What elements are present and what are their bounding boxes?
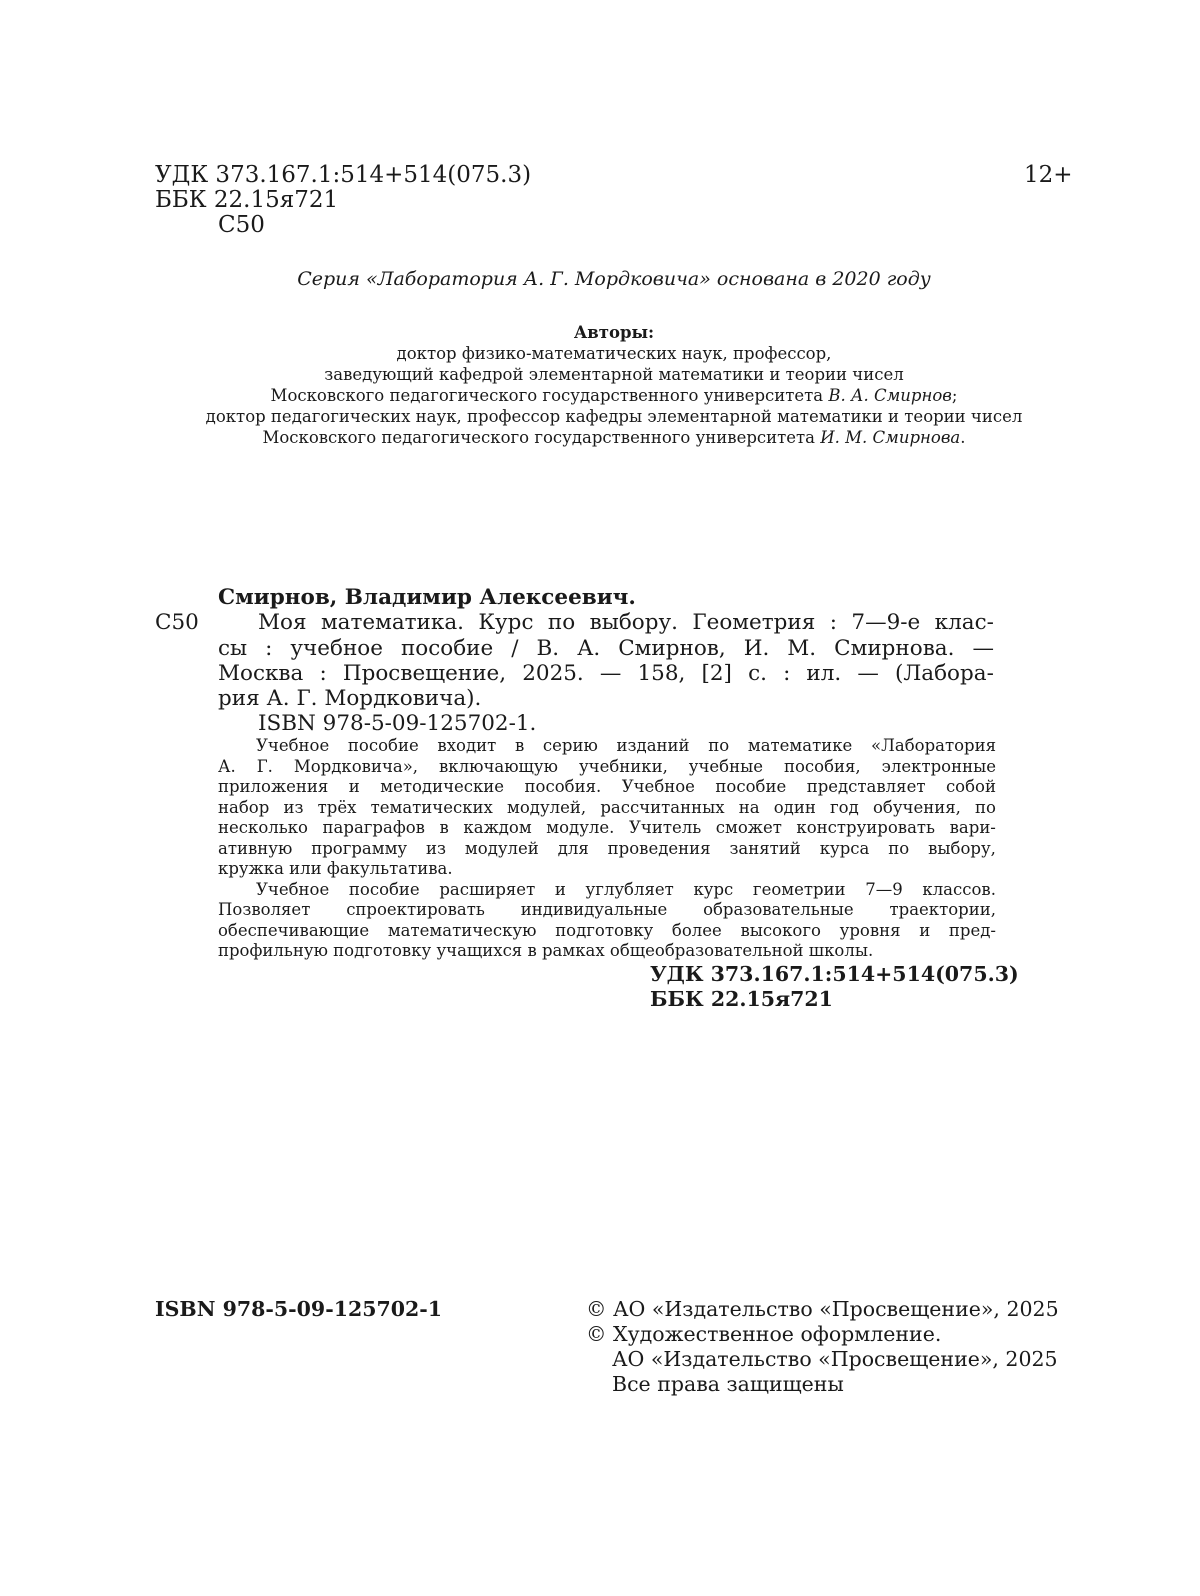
- author-name: В. А. Смирнов: [828, 386, 952, 405]
- word: Позволяет: [218, 900, 311, 919]
- annotation-line: [218, 818, 996, 839]
- word: более: [671, 920, 722, 940]
- bib-isbn: ISBN 978-5-09-125702-1.: [258, 711, 537, 736]
- word: Москва: [218, 661, 304, 686]
- word: пособие: [715, 777, 787, 796]
- authors-block: [0, 322, 1200, 448]
- word: выбору.: [589, 610, 678, 635]
- annotation-line: [218, 777, 996, 798]
- authors-line: Московского педагогического государственного университета И. М. Смирнова.: [262, 428, 966, 447]
- word: год: [830, 797, 859, 817]
- word: пособие: [347, 736, 419, 755]
- bib-line: [218, 661, 994, 687]
- word: 7—9: [865, 879, 903, 899]
- annotation-udk: УДК 373.167.1:514+514(075.3): [650, 962, 1019, 986]
- word: учебники,: [578, 756, 668, 776]
- word: входит: [437, 736, 497, 755]
- word: методические: [380, 777, 505, 796]
- word: —: [857, 661, 879, 686]
- word: траектории,: [889, 900, 996, 919]
- word: рассчитанных: [600, 797, 725, 817]
- authors-line: доктор педагогических наук, профессор кафедры элементарной математики и теории чисел: [205, 407, 1023, 426]
- bib-author-heading: Смирнов, Владимир Алексеевич.: [218, 585, 636, 610]
- word: Просвещение,: [342, 661, 507, 686]
- udk-code: УДК 373.167.1:514+514(075.3): [155, 162, 532, 188]
- authors-line: Московского педагогического государственного университета В. А. Смирнов;: [270, 386, 958, 405]
- word: подготовку: [555, 920, 654, 940]
- annotation-line: [218, 839, 996, 860]
- word: проведения: [607, 838, 711, 858]
- word: по: [547, 610, 576, 635]
- word: 7—9-е: [851, 610, 921, 635]
- word: для: [557, 838, 589, 858]
- footer-copyright: © АО «Издательство «Просвещение», 2025: [586, 1297, 1059, 1321]
- word: учебное: [290, 636, 383, 661]
- word: Г.: [256, 756, 273, 776]
- word: индивидуальные: [520, 900, 668, 919]
- word: пред-: [948, 920, 996, 940]
- word: И.: [743, 636, 770, 661]
- word: :: [265, 636, 273, 661]
- word: пособие: [348, 879, 420, 899]
- word: классов.: [922, 879, 996, 899]
- word: из: [426, 838, 447, 858]
- word: М.: [787, 636, 817, 661]
- word: А.: [218, 756, 236, 776]
- footer-isbn: ISBN 978-5-09-125702-1: [155, 1297, 443, 1321]
- authors-line: заведующий кафедрой элементарной математики и теории чисел: [324, 365, 904, 384]
- word: Учебное: [256, 879, 330, 899]
- word: /: [511, 636, 519, 661]
- word: Учебное: [256, 736, 330, 755]
- word: изданий: [616, 736, 690, 755]
- word: набор: [218, 797, 270, 817]
- word: приложения: [218, 777, 329, 796]
- word: параграфов: [322, 818, 425, 837]
- word: высокого: [740, 920, 821, 940]
- footer-rights: Все права защищены: [612, 1372, 844, 1396]
- word: обучения,: [872, 797, 961, 817]
- word: уровня: [839, 920, 901, 940]
- word: :: [829, 610, 837, 635]
- word: геометрии: [752, 879, 846, 899]
- word: каждом: [463, 818, 532, 837]
- word: —: [599, 661, 622, 686]
- word: пособие: [400, 636, 494, 661]
- word: математике: [747, 736, 853, 755]
- bib-line: рия А. Г. Мордковича).: [218, 686, 482, 711]
- word: серию: [542, 736, 598, 755]
- annotation-line: [218, 757, 996, 778]
- word: курс: [693, 879, 734, 899]
- word: и: [554, 879, 566, 899]
- word: программу: [311, 838, 408, 858]
- age-rating: 12+: [1024, 162, 1073, 188]
- word: несколько: [218, 818, 308, 837]
- annotation-paragraph: [218, 736, 996, 859]
- word: и: [919, 920, 931, 940]
- word: В.: [536, 636, 560, 661]
- annotation-bbk: ББК 22.15я721: [650, 987, 833, 1011]
- word: один: [773, 797, 816, 817]
- word: [2]: [701, 661, 732, 686]
- annotation-line: кружка или факультатива.: [218, 859, 453, 878]
- word: Моя: [258, 610, 307, 635]
- word: конструировать: [796, 818, 936, 837]
- word: включающую: [439, 756, 558, 776]
- bib-sign: С50: [155, 610, 199, 635]
- annotation-line: профильную подготовку учащихся в рамках общеобразовательной школы.: [218, 941, 874, 960]
- word: по: [975, 797, 996, 817]
- word: трёх: [317, 797, 357, 817]
- author-sign: С50: [218, 212, 265, 238]
- word: курса: [819, 838, 870, 858]
- bib-line: [258, 610, 994, 636]
- word: по: [708, 736, 730, 755]
- authors-line: доктор физико-математических наук, профессор,: [396, 344, 832, 363]
- word: занятий: [729, 838, 801, 858]
- word: по: [888, 838, 910, 858]
- word: ативную: [218, 838, 293, 858]
- word: 158,: [637, 661, 686, 686]
- word: сы: [218, 636, 248, 661]
- word: модуле.: [546, 818, 615, 837]
- word: представляет: [806, 777, 926, 796]
- word: пособия.: [524, 777, 602, 796]
- word: и: [348, 777, 360, 796]
- word: обеспечивающие: [218, 920, 370, 940]
- word: :: [783, 661, 791, 686]
- word: образовательные: [703, 900, 854, 919]
- bib-line: [218, 636, 994, 662]
- word: электронные: [881, 756, 996, 776]
- word: «Лаборатория: [871, 736, 996, 755]
- footer-copyright: АО «Издательство «Просвещение», 2025: [612, 1347, 1058, 1371]
- bbk-code: ББК 22.15я721: [155, 187, 339, 213]
- word: (Лабора-: [894, 661, 994, 686]
- word: ил.: [806, 661, 842, 686]
- word: Смирнов,: [618, 636, 726, 661]
- word: модулей: [464, 838, 539, 858]
- authors-title: Авторы:: [573, 323, 655, 342]
- word: учебные: [688, 756, 764, 776]
- word: Курс: [478, 610, 534, 635]
- word: математическую: [387, 920, 537, 940]
- annotation-line: [218, 900, 996, 921]
- word: выбору,: [928, 838, 996, 858]
- annotation-line: [218, 798, 996, 819]
- word: в: [439, 818, 449, 837]
- word: из: [283, 797, 304, 817]
- footer-copyright: © Художественное оформление.: [586, 1322, 942, 1346]
- word: тематических: [370, 797, 493, 817]
- word: на: [738, 797, 760, 817]
- word: А.: [577, 636, 601, 661]
- word: математика.: [320, 610, 464, 635]
- word: 2025.: [522, 661, 584, 686]
- word: Учитель: [628, 818, 702, 837]
- word: клас-: [934, 610, 994, 635]
- word: собой: [945, 777, 996, 796]
- series-note: Серия «Лаборатория А. Г. Мордковича» основана в 2020 году: [297, 268, 931, 290]
- word: Мордковича»,: [293, 756, 419, 776]
- word: пособия,: [783, 756, 861, 776]
- author-name: И. М. Смирнова: [820, 428, 961, 447]
- word: углубляет: [585, 879, 674, 899]
- word: вари-: [949, 818, 996, 837]
- annotation: [218, 736, 996, 962]
- word: с.: [748, 661, 767, 686]
- word: спроектировать: [346, 900, 485, 919]
- word: —: [972, 636, 994, 661]
- annotation-line: [256, 736, 996, 757]
- word: модулей,: [507, 797, 587, 817]
- word: Геометрия: [692, 610, 816, 635]
- word: в: [514, 736, 525, 755]
- annotation-line: [218, 921, 996, 942]
- word: :: [319, 661, 327, 686]
- word: Смирнова.: [834, 636, 955, 661]
- word: сможет: [715, 818, 782, 837]
- word: Учебное: [621, 777, 695, 796]
- annotation-line: [256, 880, 996, 901]
- annotation-paragraph: [218, 880, 996, 942]
- word: расширяет: [439, 879, 536, 899]
